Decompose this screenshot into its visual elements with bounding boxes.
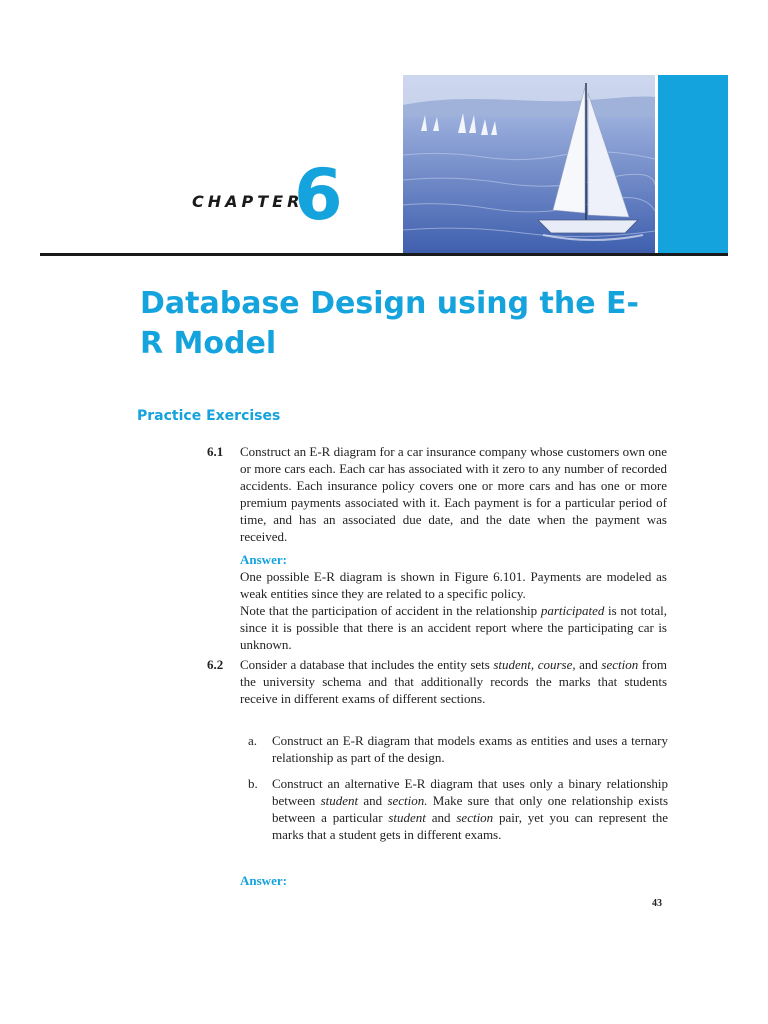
entity-section: section — [601, 657, 639, 672]
exercise-number: 6.2 — [207, 657, 224, 672]
subitem-text: Construct an E-R diagram that models exams as entities and uses a ternary relationship as part of the design. — [272, 733, 668, 765]
subitem-text: Construct an alternative E-R diagram that uses only a binary relationship between student and section. Make sure that only one relationship exists between a particular student and section pair, yet you can represent the marks that a student gets in different exams. — [272, 776, 669, 842]
exercise-number: 6.1 — [207, 444, 224, 459]
answer-label: Answer: — [240, 552, 287, 567]
exercise-text: Construct an E-R diagram for a car insurance company whose customers own one or more cars each. Each car has associated with it zero to any number of recorded accidents. Each insurance policy covers one or more cars and has one or more premium payments associated with it. Each payment is for a particular period of time, and has an associated due date, and the date when the payment was received. — [240, 444, 667, 544]
page-number: 43 — [652, 898, 662, 909]
chapter-label: CHAPTER — [192, 192, 304, 211]
entity-student: student, — [493, 657, 535, 672]
subitem-a — [248, 732, 668, 766]
sailboat-photo — [403, 75, 655, 253]
chapter-accent-bar — [658, 75, 728, 253]
subitem-b — [248, 775, 668, 843]
answer-paragraph-1: One possible E-R diagram is shown in Figure 6.101. Payments are modeled as weak entities since they are related to a specific policy. — [240, 569, 667, 601]
exercise-6-1 — [207, 443, 667, 653]
exercise-text: Consider a database that includes the entity sets student, course, and section from the university schema and that additionally records the marks that students receive in different exams of different sections. — [240, 657, 668, 706]
sailboat-illustration — [403, 75, 655, 253]
answer-paragraph-2: Note that the participation of accident in the relationship participated is not total, since it is possible that there is an accident report where the participating car is unknown. — [240, 603, 668, 652]
chapter-title: Database Design using the E-R Model — [140, 286, 639, 361]
relationship-name: participated — [540, 603, 605, 618]
entity-course: course, — [537, 657, 576, 672]
chapter-number: 6 — [294, 154, 343, 236]
subitem-letter: b. — [248, 776, 258, 791]
exercise-6-2-subitems — [248, 732, 668, 852]
subitem-letter: a. — [248, 733, 258, 748]
header-rule — [40, 253, 728, 256]
section-heading: Practice Exercises — [137, 408, 281, 424]
answer-label: Answer: — [240, 873, 287, 888]
exercise-6-2 — [207, 656, 667, 707]
